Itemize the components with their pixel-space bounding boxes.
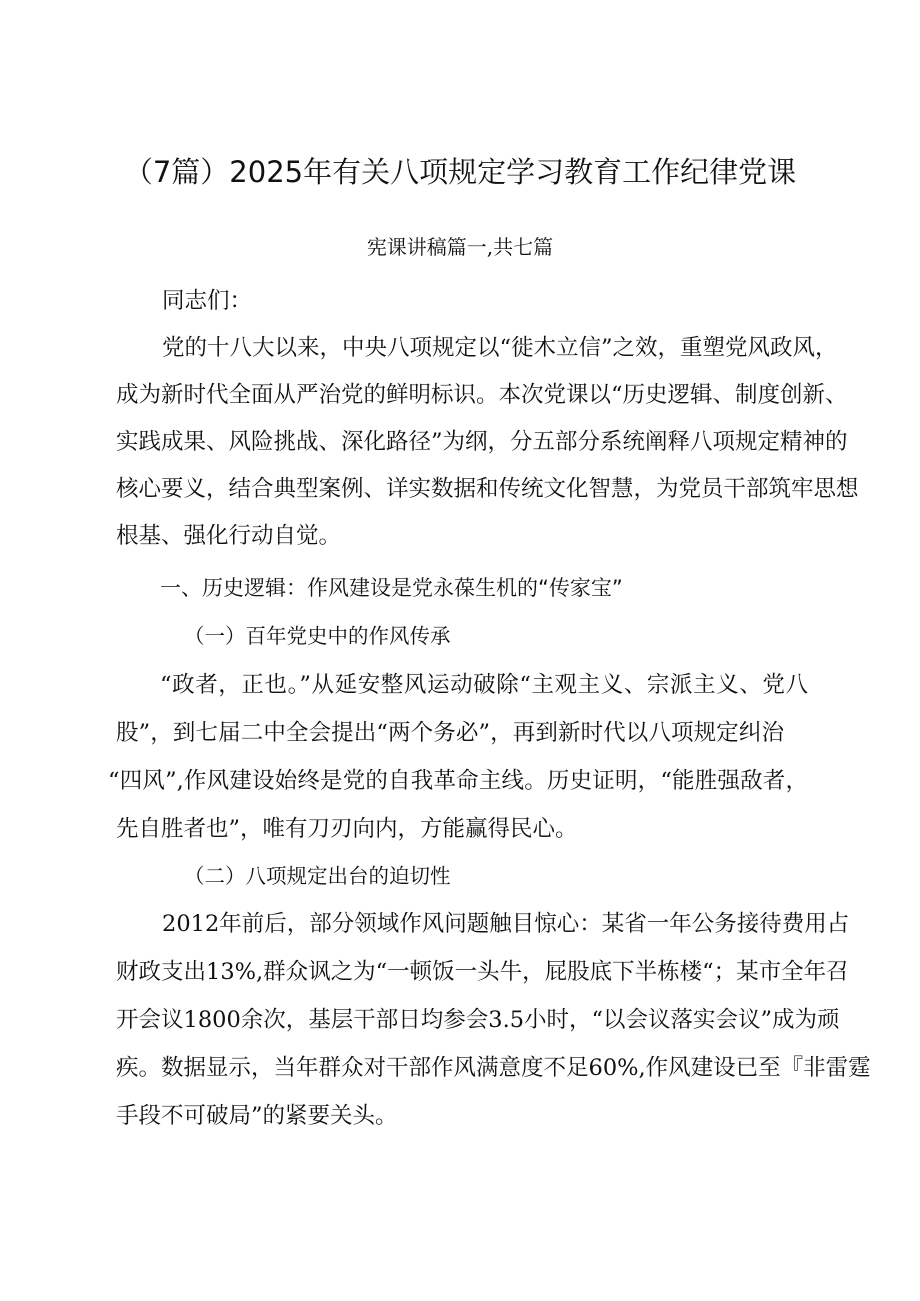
paragraph-line: 根基、强化行动自觉。 (116, 523, 342, 549)
paragraph-line: 成为新时代全面从严治党的鲜明标识。本次党课以“历史逻辑、制度创新、 (116, 382, 848, 408)
paragraph-line: 股”，到七届二中全会提出“两个务必”，再到新时代以八项规定纠治 (116, 720, 784, 746)
paragraph-line: 核心要义，结合典型案例、详实数据和传统文化智慧，为党员干部筑牢思想 (116, 476, 859, 502)
subsection-heading: （一）百年党史中的作风传承 (184, 624, 451, 648)
paragraph-line: 财政支出13%,群众讽之为“一顿饭一头牛，屁股底下半栋楼“；某市全年召 (116, 959, 849, 985)
paragraph-line: 党的十八大以来，中央八项规定以“徙木立信”之效，重塑党风政风， (162, 335, 838, 361)
subsection-heading: （二）八项规定出台的迫切性 (184, 864, 451, 888)
paragraph-line: 手段不可破局”的紧要关头。 (116, 1103, 398, 1129)
paragraph-line: 疾。数据显示，当年群众对干部作风满意度不足60%,作风建设已至『非雷霆 (116, 1055, 871, 1081)
paragraph-line: 实践成果、风险挑战、深化路径”为纲，分五部分系统阐释八项规定精神的 (116, 429, 848, 455)
paragraph-line: “四风”,作风建设始终是党的自我革命主线。历史证明，“能胜强敌者， (108, 768, 808, 794)
salutation: 同志们： (162, 288, 253, 314)
paragraph-line: 开会议1800余次，基层干部日均参会3.5小时，“以会议落实会议”成为顽 (116, 1007, 840, 1033)
paragraph-line: 2012年前后，部分领域作风问题触目惊心：某省一年公务接待费用占 (162, 911, 850, 937)
paragraph-line: 先自胜者也”，唯有刀刃向内，方能赢得民心。 (116, 816, 578, 842)
document-title: （7篇）2025年有关八项规定学习教育工作纪律党课 (123, 155, 797, 189)
paragraph-line: “政者，正也。”从延安整风运动破除“主观主义、宗派主义、党八 (160, 672, 808, 698)
section-heading: 一、历史逻辑：作风建设是党永葆生机的“传家宝” (160, 576, 623, 600)
document-subtitle: 宪课讲稿篇一,共七篇 (366, 235, 554, 259)
